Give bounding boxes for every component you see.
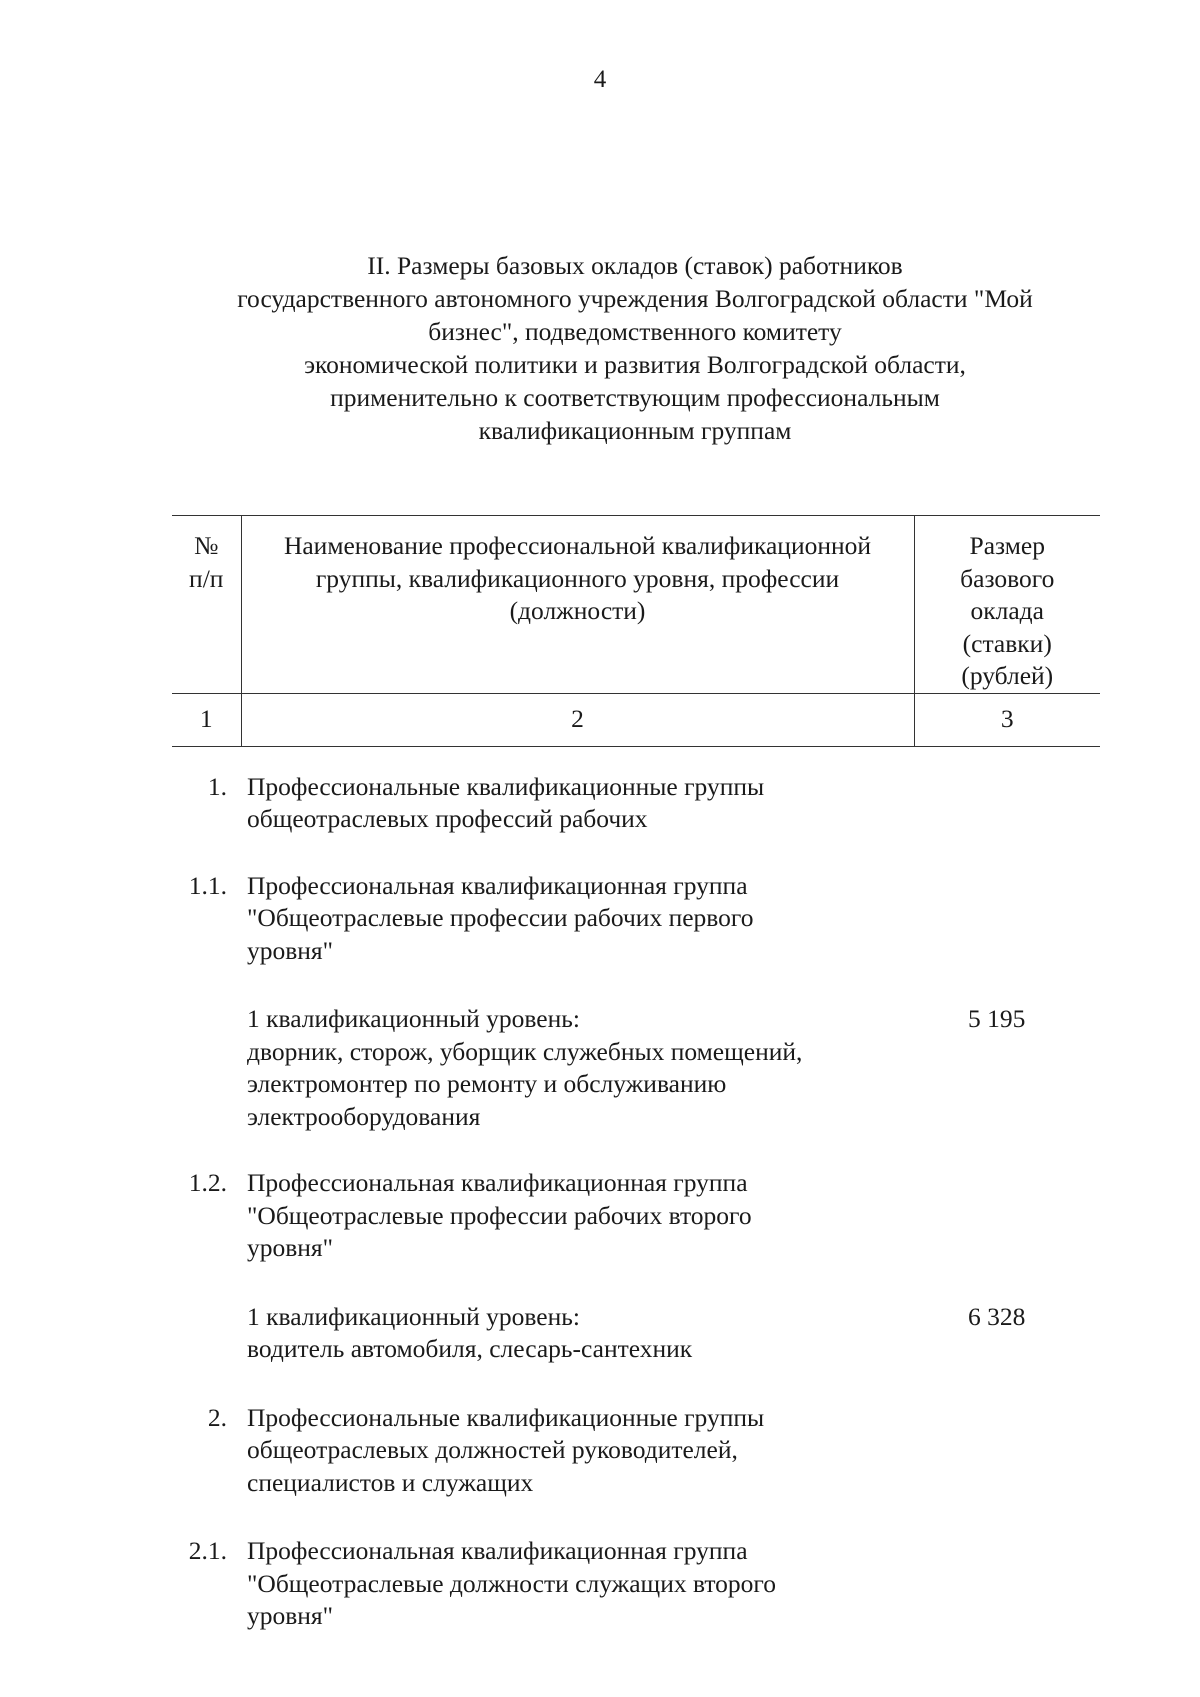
row-description bbox=[241, 967, 914, 1133]
row-description-line: общеотраслевых должностей руководителей, bbox=[247, 1435, 738, 1464]
row-description bbox=[241, 1499, 914, 1633]
row-description-line: 1 квалификационный уровень: bbox=[247, 1004, 580, 1033]
row-description-line: водитель автомобиля, слесарь-сантехник bbox=[247, 1334, 693, 1363]
row-salary-value bbox=[914, 746, 1100, 836]
column-number: 2 bbox=[241, 693, 914, 746]
row-index bbox=[172, 1265, 241, 1366]
table-row bbox=[172, 967, 1100, 1133]
row-description-line: дворник, сторож, уборщик служебных помещений, bbox=[247, 1036, 803, 1066]
row-index: 2.1. bbox=[188, 1536, 227, 1565]
row-index: 2. bbox=[207, 1402, 227, 1432]
row-index: 1.2. bbox=[188, 1168, 227, 1197]
table-row bbox=[172, 1265, 1100, 1366]
title-line: II. Размеры базовых окладов (ставок) работников bbox=[367, 251, 903, 280]
row-description bbox=[241, 1265, 914, 1366]
row-description-line: уровня" bbox=[247, 1233, 334, 1262]
table-row bbox=[172, 1366, 1100, 1500]
table-header bbox=[172, 516, 1100, 747]
row-description bbox=[241, 836, 914, 968]
row-salary-value bbox=[914, 1366, 1100, 1500]
header-salary-cell: Размер базового оклада (ставки) (рублей) bbox=[914, 516, 1100, 694]
column-number-row bbox=[172, 693, 1100, 746]
row-description-line: "Общеотраслевые профессии рабочих второго bbox=[247, 1200, 752, 1230]
row-description-line: "Общеотраслевые должности служащих второго bbox=[247, 1568, 777, 1598]
row-description-line: Профессиональные квалификационные группы bbox=[247, 771, 765, 801]
row-description-line: уровня" bbox=[247, 935, 334, 965]
row-description-line: Профессиональная квалификационная группа bbox=[247, 870, 748, 900]
row-description bbox=[241, 1366, 914, 1500]
page-number: 4 bbox=[593, 66, 607, 93]
column-number: 1 bbox=[172, 693, 241, 746]
title-line: применительно к соответствующим профессиональным bbox=[330, 383, 940, 412]
row-description-line: Профессиональная квалификационная группа bbox=[247, 1536, 748, 1565]
salary-table bbox=[172, 515, 1100, 1633]
title-line: бизнес", подведомственного комитету bbox=[428, 317, 842, 346]
row-salary-value: 6 328 bbox=[968, 1301, 1026, 1331]
row-salary-value bbox=[914, 1499, 1100, 1633]
header-number-cell: № п/п bbox=[172, 516, 241, 694]
title-line: государственного автономного учреждения Волгоградской области "Мой bbox=[237, 284, 1033, 313]
row-description bbox=[241, 746, 914, 836]
column-number: 3 bbox=[914, 693, 1100, 746]
row-description-line: 1 квалификационный уровень: bbox=[247, 1301, 580, 1331]
title-line: квалификационным группам bbox=[478, 416, 792, 445]
row-salary-value bbox=[914, 1133, 1100, 1265]
row-description-line: Профессиональные квалификационные группы bbox=[247, 1402, 765, 1432]
table-row bbox=[172, 1133, 1100, 1265]
row-index bbox=[172, 967, 241, 1133]
title-line: экономической политики и развития Волгоградской области, bbox=[304, 350, 966, 379]
table-row bbox=[172, 1499, 1100, 1633]
row-description-line: электрооборудования bbox=[247, 1101, 481, 1131]
row-salary-value bbox=[914, 836, 1100, 968]
table-body bbox=[172, 746, 1100, 1633]
row-description bbox=[241, 1133, 914, 1265]
row-salary-value: 5 195 bbox=[968, 1004, 1026, 1033]
row-description-line: электромонтер по ремонту и обслуживанию bbox=[247, 1069, 727, 1098]
table-row bbox=[172, 836, 1100, 968]
row-index: 1. bbox=[207, 771, 227, 801]
row-description-line: уровня" bbox=[247, 1601, 334, 1630]
row-index: 1.1. bbox=[188, 870, 227, 900]
row-description-line: общеотраслевых профессий рабочих bbox=[247, 804, 648, 833]
row-description-line: Профессиональная квалификационная группа bbox=[247, 1168, 748, 1197]
section-title bbox=[160, 249, 1110, 447]
row-description-line: специалистов и служащих bbox=[247, 1467, 534, 1497]
table-row bbox=[172, 746, 1100, 836]
row-description-line: "Общеотраслевые профессии рабочих первого bbox=[247, 903, 754, 932]
header-name-cell: Наименование профессиональной квалификационной группы, квалификационного уровня, профессии (должности) bbox=[241, 516, 914, 694]
